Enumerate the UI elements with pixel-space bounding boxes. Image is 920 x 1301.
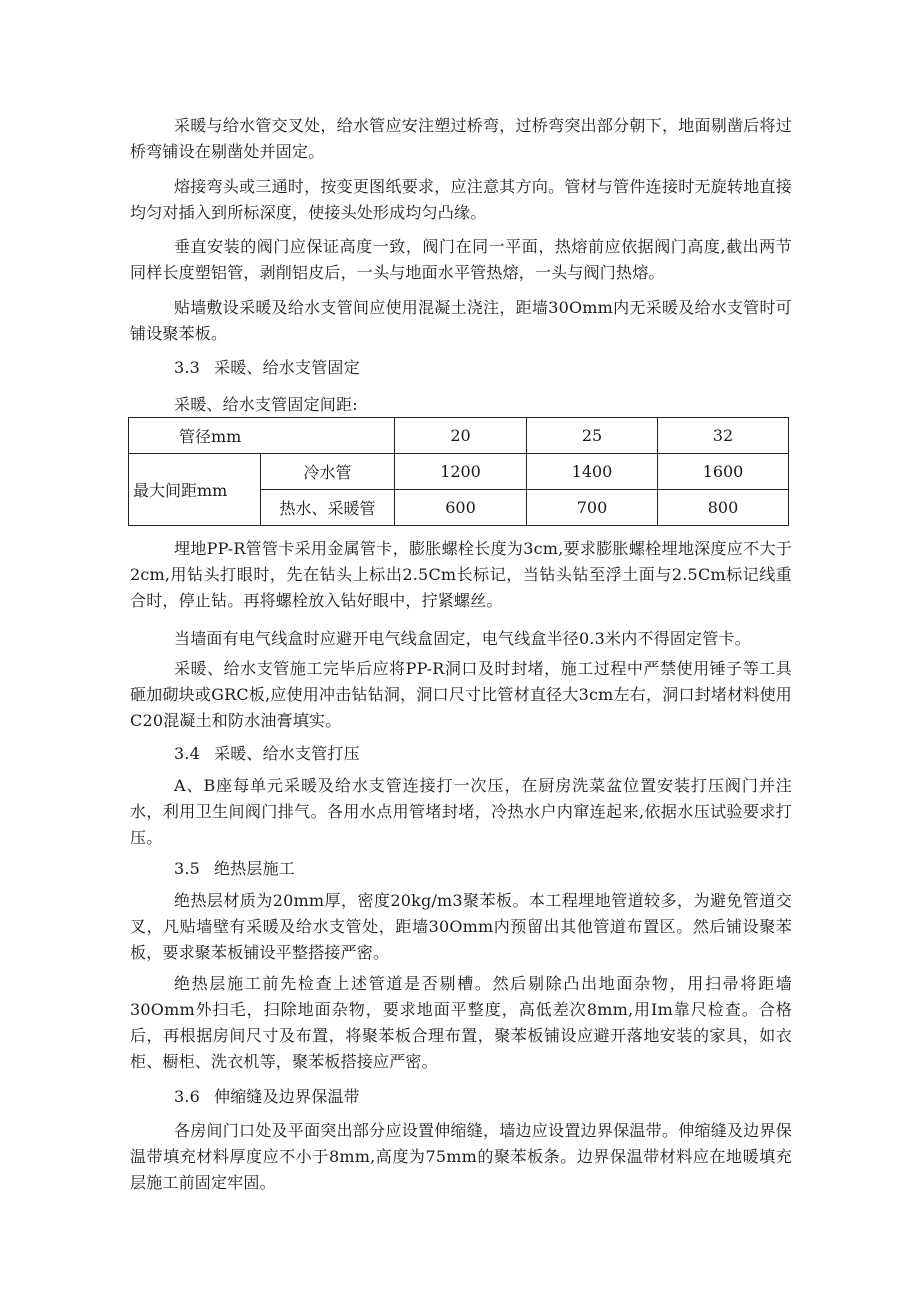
paragraph-sealing: 采暖、给水支管施工完毕后应将PP-R洞口及时封堵，施工过程中严禁使用锤子等工具砸加砌块或GRC板,应使用冲击钻钻洞，洞口尺寸比管材直径大3cm左右，洞口封堵材料使用C20混凝土和防水油膏填实。 <box>130 659 792 730</box>
section-title: 采暖、给水支管打压 <box>214 744 360 763</box>
section-number: 3.4 <box>174 744 201 763</box>
table-header-label: 管径mm <box>129 418 395 454</box>
paragraph-pressure-test: A、B座每单元采暖及给水支管连接打一次压，在厨房洗菜盆位置安装打压阀门并注水，利用卫生间阀门排气。各用水点用管堵封堵，冷热水户内窜连起来,依据水压试验要求打压。 <box>130 776 792 847</box>
table-row-label: 热水、采暖管 <box>261 490 395 526</box>
paragraph-elbow-fusion: 熔接弯头或三通时，按变更图纸要求，应注意其方向。管材与管件连接时无旋转地直接均匀对插入到所标深度，使接头处形成均匀凸缘。 <box>130 177 792 222</box>
section-number: 3.3 <box>174 358 201 377</box>
table-row-group-label: 最大间距mm <box>129 454 261 526</box>
section-title: 伸缩缝及边界保温带 <box>214 1087 360 1106</box>
paragraph-wall-laying: 贴墙敷设采暖及给水支管间应使用混凝土浇注，距墙30Omm内无采暖及给水支管时可铺设聚苯板。 <box>130 298 792 343</box>
section-number: 3.5 <box>174 859 201 878</box>
section-heading-3-5 <box>174 856 295 882</box>
table-header-cell: 20 <box>395 418 527 454</box>
paragraph-pipe-clamp: 埋地PP-R管管卡采用金属管卡，膨胀螺栓长度为3cm,要求膨胀螺栓埋地深度应不大于2cm,用钻头打眼时，先在钻头上标出2.5Cm长标记，当钻头钻至浮土面与2.5Cm标记线重合时，停止钻。再将螺栓放入钻好眼中，拧紧螺丝。 <box>130 539 792 610</box>
section-heading-3-6 <box>174 1084 360 1110</box>
table-header-cell: 25 <box>527 418 658 454</box>
paragraph-crossing: 采暖与给水管交叉处，给水管应安注塑过桥弯，过桥弯突出部分朝下，地面剔凿后将过桥弯铺设在剔凿处并固定。 <box>130 116 792 161</box>
table-row <box>129 454 789 490</box>
paragraph-valve-install: 垂直安装的阀门应保证高度一致，阀门在同一平面，热熔前应依据阀门高度,截出两节同样长度塑铝管，剥削铝皮后，一头与地面水平管热熔，一头与阀门热熔。 <box>130 237 792 282</box>
table-row-label: 冷水管 <box>261 454 395 490</box>
section-title: 绝热层施工 <box>214 859 296 878</box>
table-cell: 600 <box>395 490 527 526</box>
paragraph-electrical-box: 当墙面有电气线盒时应避开电气线盒固定，电气线盒半径0.3米内不得固定管卡。 <box>174 629 751 648</box>
table-cell: 800 <box>658 490 789 526</box>
spacing-table <box>128 417 789 526</box>
paragraph-insulation-material: 绝热层材质为20mm厚，密度20kg∕m3聚苯板。本工程埋地管道较多，为避免管道交叉，凡贴墙壁有采暖及给水支管处，距墙30Omm内预留出其他管道布置区。然后铺设聚苯板，要求聚苯板铺设平整搭接严密。 <box>130 891 792 962</box>
table-caption: 采暖、给水支管固定间距: <box>174 395 358 414</box>
section-heading-3-3 <box>174 355 360 381</box>
section-title: 采暖、给水支管固定 <box>214 358 360 377</box>
section-number: 3.6 <box>174 1087 201 1106</box>
table-header-cell: 32 <box>658 418 789 454</box>
table-header-row <box>129 418 789 454</box>
table-cell: 1600 <box>658 454 789 490</box>
paragraph-insulation-procedure: 绝热层施工前先检查上述管道是否剔槽。然后剔除凸出地面杂物，用扫帚将距墙30Omm外扫毛，扫除地面杂物，要求地面平整度，高低差次8mm,用Im靠尺检查。合格后，再根据房间尺寸及布置，将聚苯板合理布置，聚苯板铺设应避开落地安装的家具，如衣柜、橱柜、洗衣机等，聚苯板搭接应严密。 <box>130 974 792 1071</box>
table-cell: 1400 <box>527 454 658 490</box>
table-cell: 1200 <box>395 454 527 490</box>
paragraph-expansion-joint: 各房间门口处及平面突出部分应设置伸缩缝，墙边应设置边界保温带。伸缩缝及边界保温带填充材料厚度应不小于8mm,高度为75mm的聚苯板条。边界保温带材料应在地暖填充层施工前固定牢固。 <box>130 1121 792 1192</box>
section-heading-3-4 <box>174 741 360 767</box>
table-cell: 700 <box>527 490 658 526</box>
